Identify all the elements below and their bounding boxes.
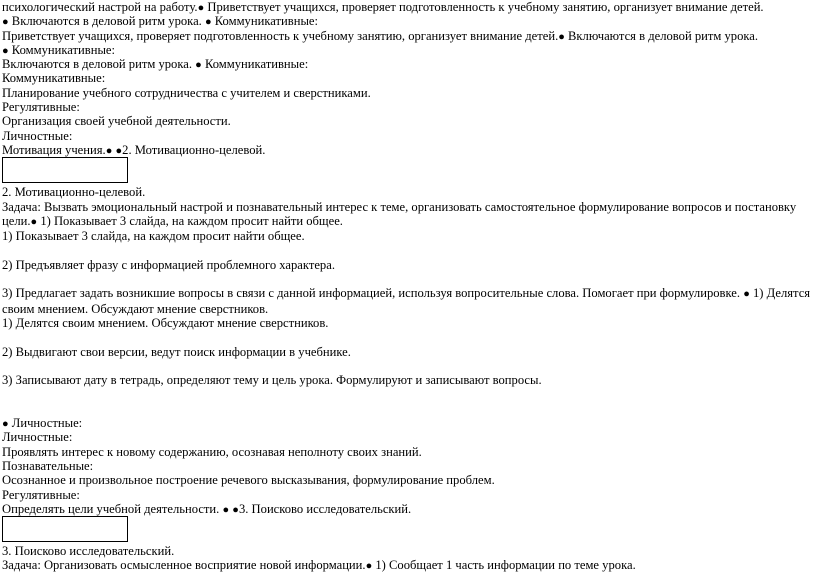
text-run: Коммуникативные:: [201, 57, 309, 72]
text-line: 2) Предъявляет фразу с информацией проблемного характера.: [2, 257, 335, 272]
bullet-icon: ●: [222, 503, 230, 516]
text-line: [2, 416, 814, 430]
text-line: [2, 14, 814, 28]
text-run: Коммуникативные:: [8, 42, 116, 57]
blank-line: [2, 243, 814, 257]
text-run: Включаются в деловой ритм урока.: [8, 14, 205, 29]
text-run: 1) Показывает 3 слайда, на каждом просит найти общее.: [37, 213, 343, 228]
bullet-icon: ●: [2, 16, 9, 29]
text-run: Задача: Вызвать эмоциональный настрой и познавательный интерес к теме, организовать самостоятельное формулирование вопросов и постановку цели.: [2, 199, 797, 228]
text-run: психологический настрой на работу.: [2, 0, 198, 14]
text-run: Определять цели учебной деятельности.: [2, 501, 223, 516]
text-line: Коммуникативные:: [2, 71, 106, 86]
text-line: [2, 57, 814, 71]
text-run: 3) Предлагает задать возникшие вопросы в связи с данной информацией, используя вопросительные слова. Помогает при формулировке.: [2, 286, 744, 301]
text-line: [2, 143, 814, 157]
bullet-icon: ●: [232, 503, 239, 516]
text-line: [2, 29, 814, 43]
bullet-icon: ●: [195, 59, 202, 72]
text-run: 1) Сообщает 1 часть информации по теме урока.: [372, 558, 636, 573]
text-run: Задача: Организовать осмысленное восприятие новой информации.: [2, 558, 366, 573]
text-line: [2, 558, 814, 572]
bullet-icon: ●: [197, 2, 205, 14]
bullet-icon: ●: [115, 144, 123, 157]
image-placeholder-box: [2, 516, 128, 542]
bullet-icon: ●: [204, 16, 212, 29]
text-paragraph: [2, 286, 814, 316]
text-run: 1) Делятся своим мнением. Обсуждают мнение сверстников.: [2, 286, 811, 316]
bullet-icon: ●: [105, 144, 113, 157]
text-line: 2) Выдвигают свои версии, ведут поиск информации в учебнике.: [2, 344, 351, 359]
bullet-icon: ●: [743, 288, 750, 301]
text-line: Личностные:: [2, 128, 73, 143]
text-run: 2. Мотивационно-целевой.: [122, 142, 266, 157]
text-line: Личностные:: [2, 430, 73, 445]
stage-heading: 3. Поисково исследовательский.: [2, 544, 175, 559]
task-paragraph: [2, 200, 814, 230]
text-line: Регулятивные:: [2, 100, 80, 115]
text-run: Личностные:: [8, 416, 83, 431]
bullet-icon: ●: [2, 418, 9, 431]
text-run: Мотивация учения.: [2, 142, 106, 157]
image-placeholder-box: [2, 157, 128, 183]
text-line: Осознанное и произвольное построение речевого высказывания, формулирование проблем.: [2, 473, 495, 488]
text-line: 1) Показывает 3 слайда, на каждом просит найти общее.: [2, 229, 305, 244]
text-line: Познавательные:: [2, 458, 94, 473]
bullet-icon: ●: [558, 30, 565, 43]
text-run: Коммуникативные:: [211, 14, 319, 29]
blank-line: [2, 402, 814, 416]
text-run: Включаются в деловой ритм урока.: [564, 28, 759, 43]
stage-heading: 2. Мотивационно-целевой.: [2, 185, 146, 200]
text-line: Регулятивные:: [2, 487, 80, 502]
blank-line: [2, 272, 814, 286]
text-line: [2, 0, 814, 14]
bullet-icon: ●: [2, 44, 9, 57]
bullet-icon: ●: [365, 560, 373, 573]
text-line: Организация своей учебной деятельности.: [2, 114, 231, 129]
blank-line: [2, 387, 814, 401]
blank-line: [2, 330, 814, 344]
text-run: Включаются в деловой ритм урока.: [2, 57, 196, 72]
text-line: Планирование учебного сотрудничества с учителем и сверстниками.: [2, 85, 371, 100]
text-line: 3) Записывают дату в тетрадь, определяют тему и цель урока. Формулируют и записывают вопросы.: [2, 373, 542, 388]
text-run: Приветствует учащихся, проверяет подготовленность к учебному занятию, организует внимание детей.: [2, 28, 559, 43]
bullet-icon: ●: [30, 215, 38, 228]
text-run: Приветствует учащихся, проверяет подготовленность к учебному занятию, организует внимание детей.: [204, 0, 764, 14]
text-run: 3. Поисково исследовательский.: [238, 501, 412, 516]
text-line: Проявлять интерес к новому содержанию, осознавая неполноту своих знаний.: [2, 444, 422, 459]
text-line: [2, 502, 814, 516]
blank-line: [2, 359, 814, 373]
text-line: [2, 43, 814, 57]
text-line: 1) Делятся своим мнением. Обсуждают мнение сверстников.: [2, 315, 329, 330]
